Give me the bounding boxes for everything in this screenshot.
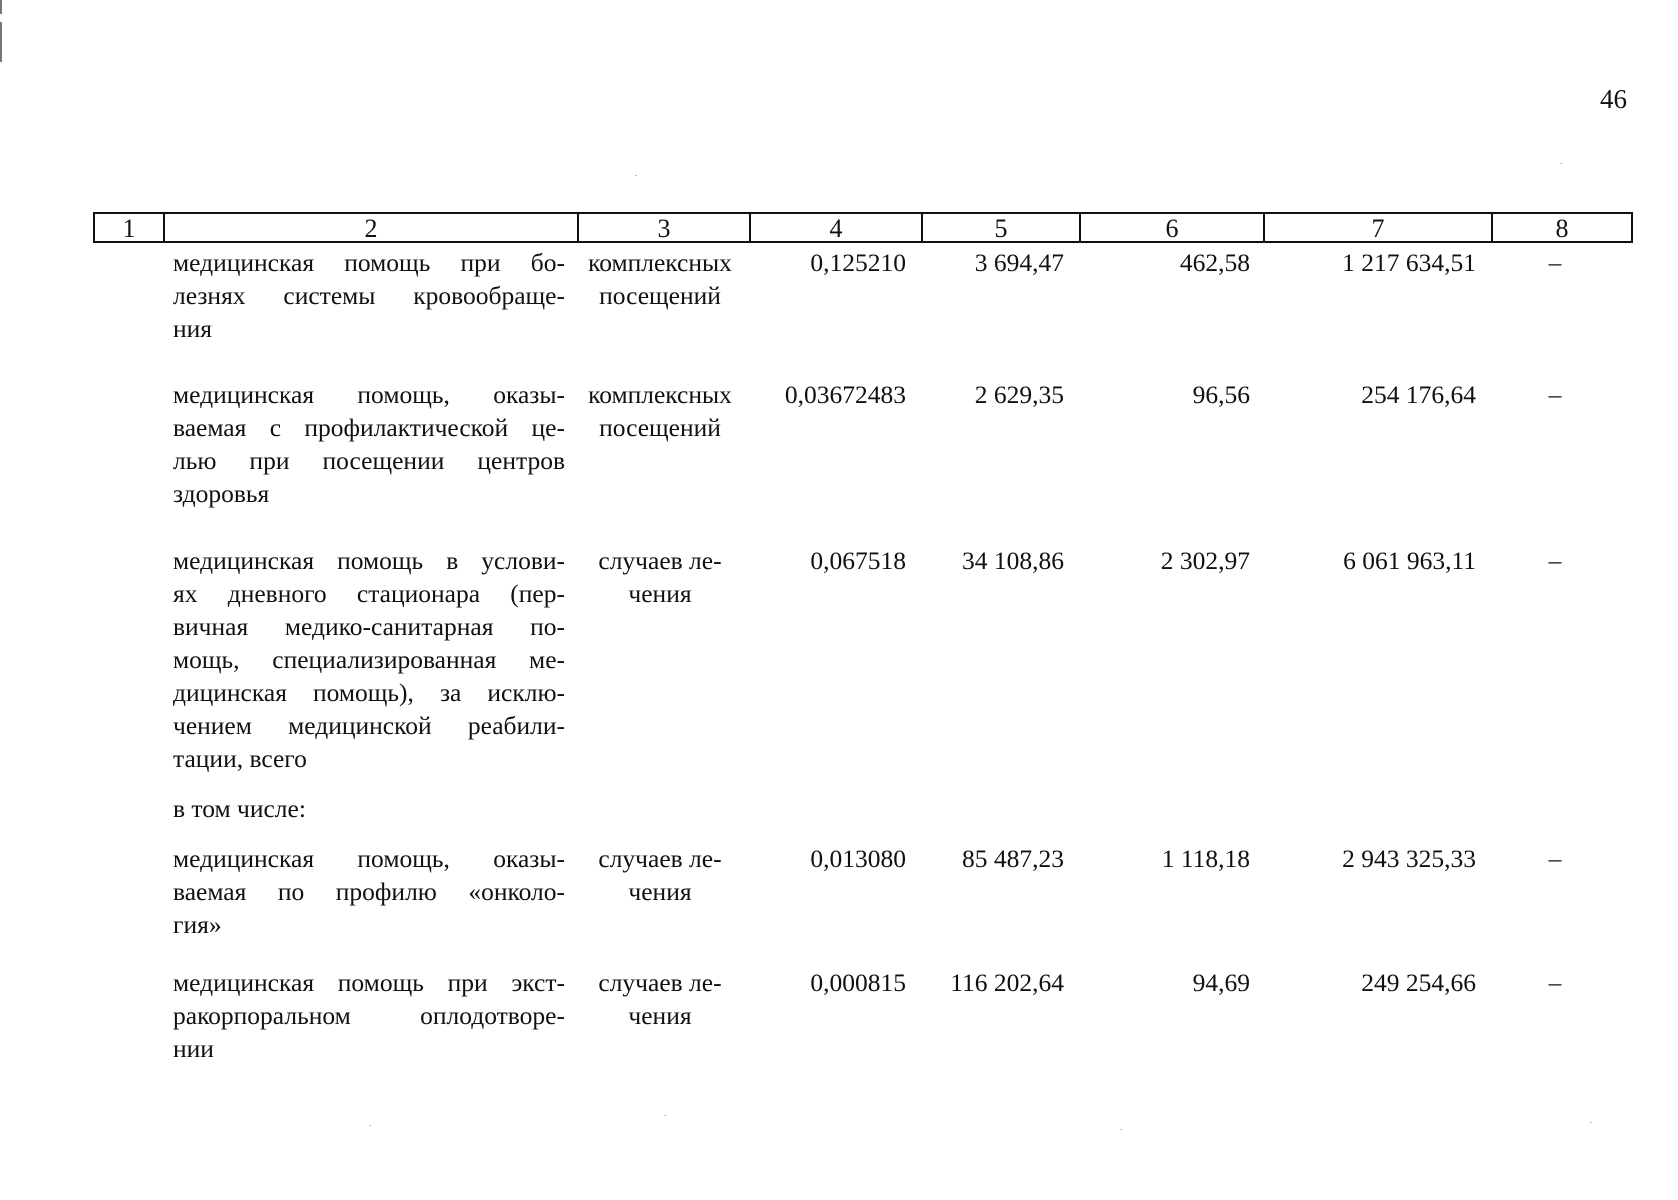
page-number: 46 [1600,84,1627,114]
value-col-6: 2 302,97 [1160,546,1250,575]
indicator-name-line: медицинская помощь в услови- [173,546,565,575]
unit-line: комплексных [588,380,732,409]
column-header-4: 4 [749,212,923,243]
column-header-7: 7 [1263,212,1493,243]
value-col-8: – [1548,380,1562,409]
indicator-name-line: мощь, специализированная ме- [173,645,565,674]
value-col-5: 2 629,35 [974,380,1064,409]
column-header-8: 8 [1491,212,1633,243]
value-col-8: – [1548,844,1562,873]
value-col-4: 0,125210 [810,248,906,277]
indicator-name [173,378,565,510]
unit-line: комплексных [588,248,732,277]
value-col-8: – [1548,968,1562,997]
indicator-name-line: тации, всего [173,744,307,773]
indicator-name-line: ваемая по профилю «онколо- [173,877,565,906]
indicator-name-line: ваемая с профилактической це- [173,413,565,442]
value-col-5: 85 487,23 [962,844,1064,873]
value-col-4: 0,03672483 [784,380,906,409]
scan-speck [635,175,637,176]
indicator-name [173,792,565,825]
column-header-1: 1 [93,212,165,243]
value-col-4: 0,013080 [810,844,906,873]
indicator-name-line: лью при посещении центров [173,446,565,475]
column-header-5: 5 [921,212,1081,243]
indicator-name-line: нии [173,1034,214,1063]
indicator-name-line: ния [173,314,213,343]
unit-line: чения [628,877,692,906]
indicator-name-line: медицинская помощь при бо- [173,248,565,277]
scan-speck [369,1125,371,1126]
indicator-name-line: лезнях системы кровообраще- [173,281,565,310]
value-col-6: 96,56 [1192,380,1250,409]
indicator-name-line: вичная медико-санитарная по- [173,612,565,641]
indicator-name [173,842,565,941]
scan-speck [1560,163,1562,164]
value-col-6: 462,58 [1179,248,1250,277]
unit-line: случаев ле- [598,968,722,997]
unit-of-measure [575,842,745,908]
value-col-7: 6 061 963,11 [1343,546,1476,575]
value-col-8: – [1548,248,1562,277]
indicator-name [173,246,565,345]
value-col-7: 2 943 325,33 [1342,844,1476,873]
value-col-8: – [1548,546,1562,575]
unit-line: посещений [599,413,721,442]
value-col-4: 0,067518 [810,546,906,575]
value-col-5: 116 202,64 [950,968,1064,997]
value-col-7: 254 176,64 [1361,380,1476,409]
value-col-7: 249 254,66 [1361,968,1476,997]
indicator-name [173,966,565,1065]
indicator-name-line: чением медицинской реабили- [173,711,565,740]
indicator-name-line: ракорпоральном оплодотворе- [173,1001,565,1030]
scan-speck [664,1115,666,1116]
indicator-name-line: здоровья [173,479,270,508]
scan-edge-mark [0,22,2,62]
unit-line: случаев ле- [598,546,722,575]
unit-line: чения [628,1001,692,1030]
column-header-2: 2 [163,212,579,243]
column-header-6: 6 [1079,212,1265,243]
value-col-7: 1 217 634,51 [1342,248,1476,277]
value-col-5: 3 694,47 [974,248,1064,277]
indicator-name-line: медицинская помощь, оказы- [173,380,565,409]
unit-line: посещений [599,281,721,310]
indicator-name-line: медицинская помощь при экст- [173,968,565,997]
indicator-name-line: медицинская помощь, оказы- [173,844,565,873]
unit-of-measure [575,544,745,610]
unit-line: чения [628,579,692,608]
unit-of-measure [575,378,745,444]
scan-speck [1120,1129,1122,1130]
indicator-name [173,544,565,775]
indicator-name-line: дицинская помощь), за исклю- [173,678,565,707]
value-col-6: 1 118,18 [1161,844,1250,873]
unit-of-measure [575,246,745,312]
unit-of-measure [575,966,745,1032]
scan-speck [1590,1122,1592,1123]
value-col-6: 94,69 [1192,968,1250,997]
column-header-3: 3 [577,212,751,243]
indicator-name-line: в том числе: [173,794,306,823]
indicator-name-line: ях дневного стационара (пер- [173,579,565,608]
indicator-name-line: гия» [173,910,222,939]
unit-line: случаев ле- [598,844,722,873]
value-col-4: 0,000815 [810,968,906,997]
value-col-5: 34 108,86 [962,546,1064,575]
scan-edge-mark [0,0,2,14]
